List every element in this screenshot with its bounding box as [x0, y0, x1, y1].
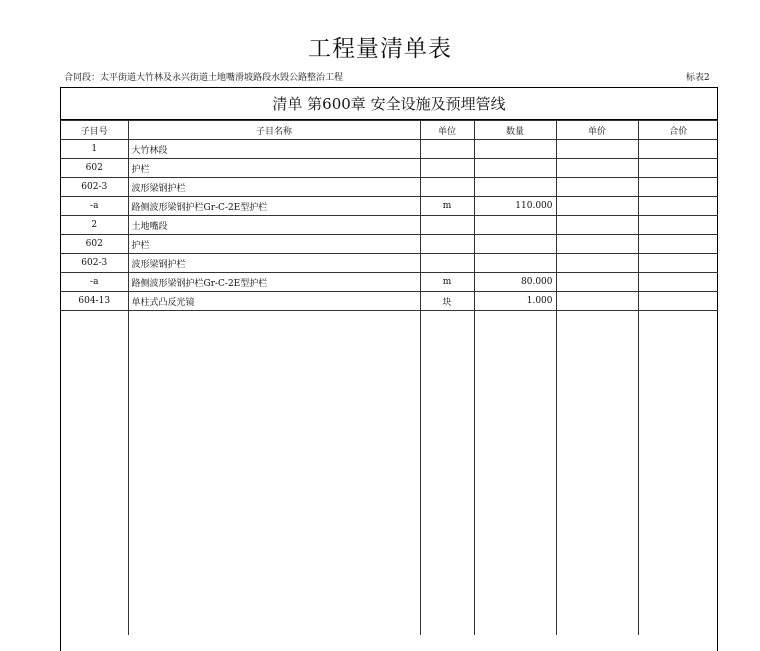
empty-cell: [61, 311, 128, 635]
item-quantity: [474, 254, 556, 273]
table-row: [61, 159, 718, 178]
chapter-heading: 清单 第600章 安全设施及预埋管线: [61, 88, 717, 120]
header-code: 子目号: [61, 121, 128, 140]
item-name: 土地嘴段: [128, 216, 420, 235]
item-quantity: 1.000: [474, 292, 556, 311]
table-row: [61, 235, 718, 254]
item-name: 波形梁钢护栏: [128, 254, 420, 273]
item-unit-price: [556, 273, 638, 292]
item-total: [638, 197, 718, 216]
item-name: 路侧波形梁钢护栏Gr-C-2E型护栏: [128, 273, 420, 292]
item-code: -a: [61, 197, 128, 216]
table-row: [61, 197, 718, 216]
item-unit: [420, 159, 474, 178]
item-unit-price: [556, 159, 638, 178]
item-unit-price: [556, 140, 638, 159]
item-quantity: [474, 178, 556, 197]
empty-row-area: [61, 311, 718, 635]
page-title: 工程量清单表: [308, 36, 452, 62]
item-total: [638, 254, 718, 273]
item-code: -a: [61, 273, 128, 292]
contract-section: 合同段：太平街道大竹林及永兴街道土地嘴滑坡路段水毁公路整治工程: [64, 73, 344, 83]
bill-of-quantities-table: [61, 120, 718, 635]
item-total: [638, 140, 718, 159]
empty-cell: [474, 311, 556, 635]
item-unit-price: [556, 178, 638, 197]
item-unit: [420, 254, 474, 273]
item-name: 单柱式凸反光镜: [128, 292, 420, 311]
header-quantity: 数量: [474, 121, 556, 140]
header-row: [61, 121, 718, 140]
item-code: 602: [61, 235, 128, 254]
item-total: [638, 235, 718, 254]
item-quantity: 110.000: [474, 197, 556, 216]
table-row: [61, 292, 718, 311]
empty-cell: [420, 311, 474, 635]
item-unit: m: [420, 197, 474, 216]
item-code: 602: [61, 159, 128, 178]
item-unit-price: [556, 235, 638, 254]
item-total: [638, 159, 718, 178]
item-quantity: [474, 159, 556, 178]
item-code: 1: [61, 140, 128, 159]
item-unit-price: [556, 254, 638, 273]
item-name: 护栏: [128, 235, 420, 254]
table-row: [61, 254, 718, 273]
item-unit: [420, 178, 474, 197]
item-total: [638, 216, 718, 235]
item-total: [638, 273, 718, 292]
empty-cell: [638, 311, 718, 635]
bill-table-frame: [60, 87, 718, 651]
table-row: [61, 140, 718, 159]
item-unit-price: [556, 216, 638, 235]
table-row: [61, 273, 718, 292]
item-quantity: [474, 235, 556, 254]
item-code: 602-3: [61, 178, 128, 197]
item-code: 2: [61, 216, 128, 235]
item-quantity: 80.000: [474, 273, 556, 292]
item-unit-price: [556, 197, 638, 216]
item-unit: m: [420, 273, 474, 292]
item-quantity: [474, 140, 556, 159]
item-name: 大竹林段: [128, 140, 420, 159]
empty-cell: [556, 311, 638, 635]
item-code: 604-13: [61, 292, 128, 311]
header-unit-price: 单价: [556, 121, 638, 140]
table-tag: 标表2: [686, 73, 710, 83]
item-unit: 块: [420, 292, 474, 311]
item-name: 波形梁钢护栏: [128, 178, 420, 197]
item-quantity: [474, 216, 556, 235]
item-unit: [420, 235, 474, 254]
table-row: [61, 216, 718, 235]
empty-cell: [128, 311, 420, 635]
item-name: 路侧波形梁钢护栏Gr-C-2E型护栏: [128, 197, 420, 216]
table-row: [61, 178, 718, 197]
item-code: 602-3: [61, 254, 128, 273]
item-total: [638, 292, 718, 311]
item-unit-price: [556, 292, 638, 311]
item-name: 护栏: [128, 159, 420, 178]
header-name: 子目名称: [128, 121, 420, 140]
header-total: 合价: [638, 121, 718, 140]
item-unit: [420, 140, 474, 159]
header-unit: 单位: [420, 121, 474, 140]
item-total: [638, 178, 718, 197]
item-unit: [420, 216, 474, 235]
